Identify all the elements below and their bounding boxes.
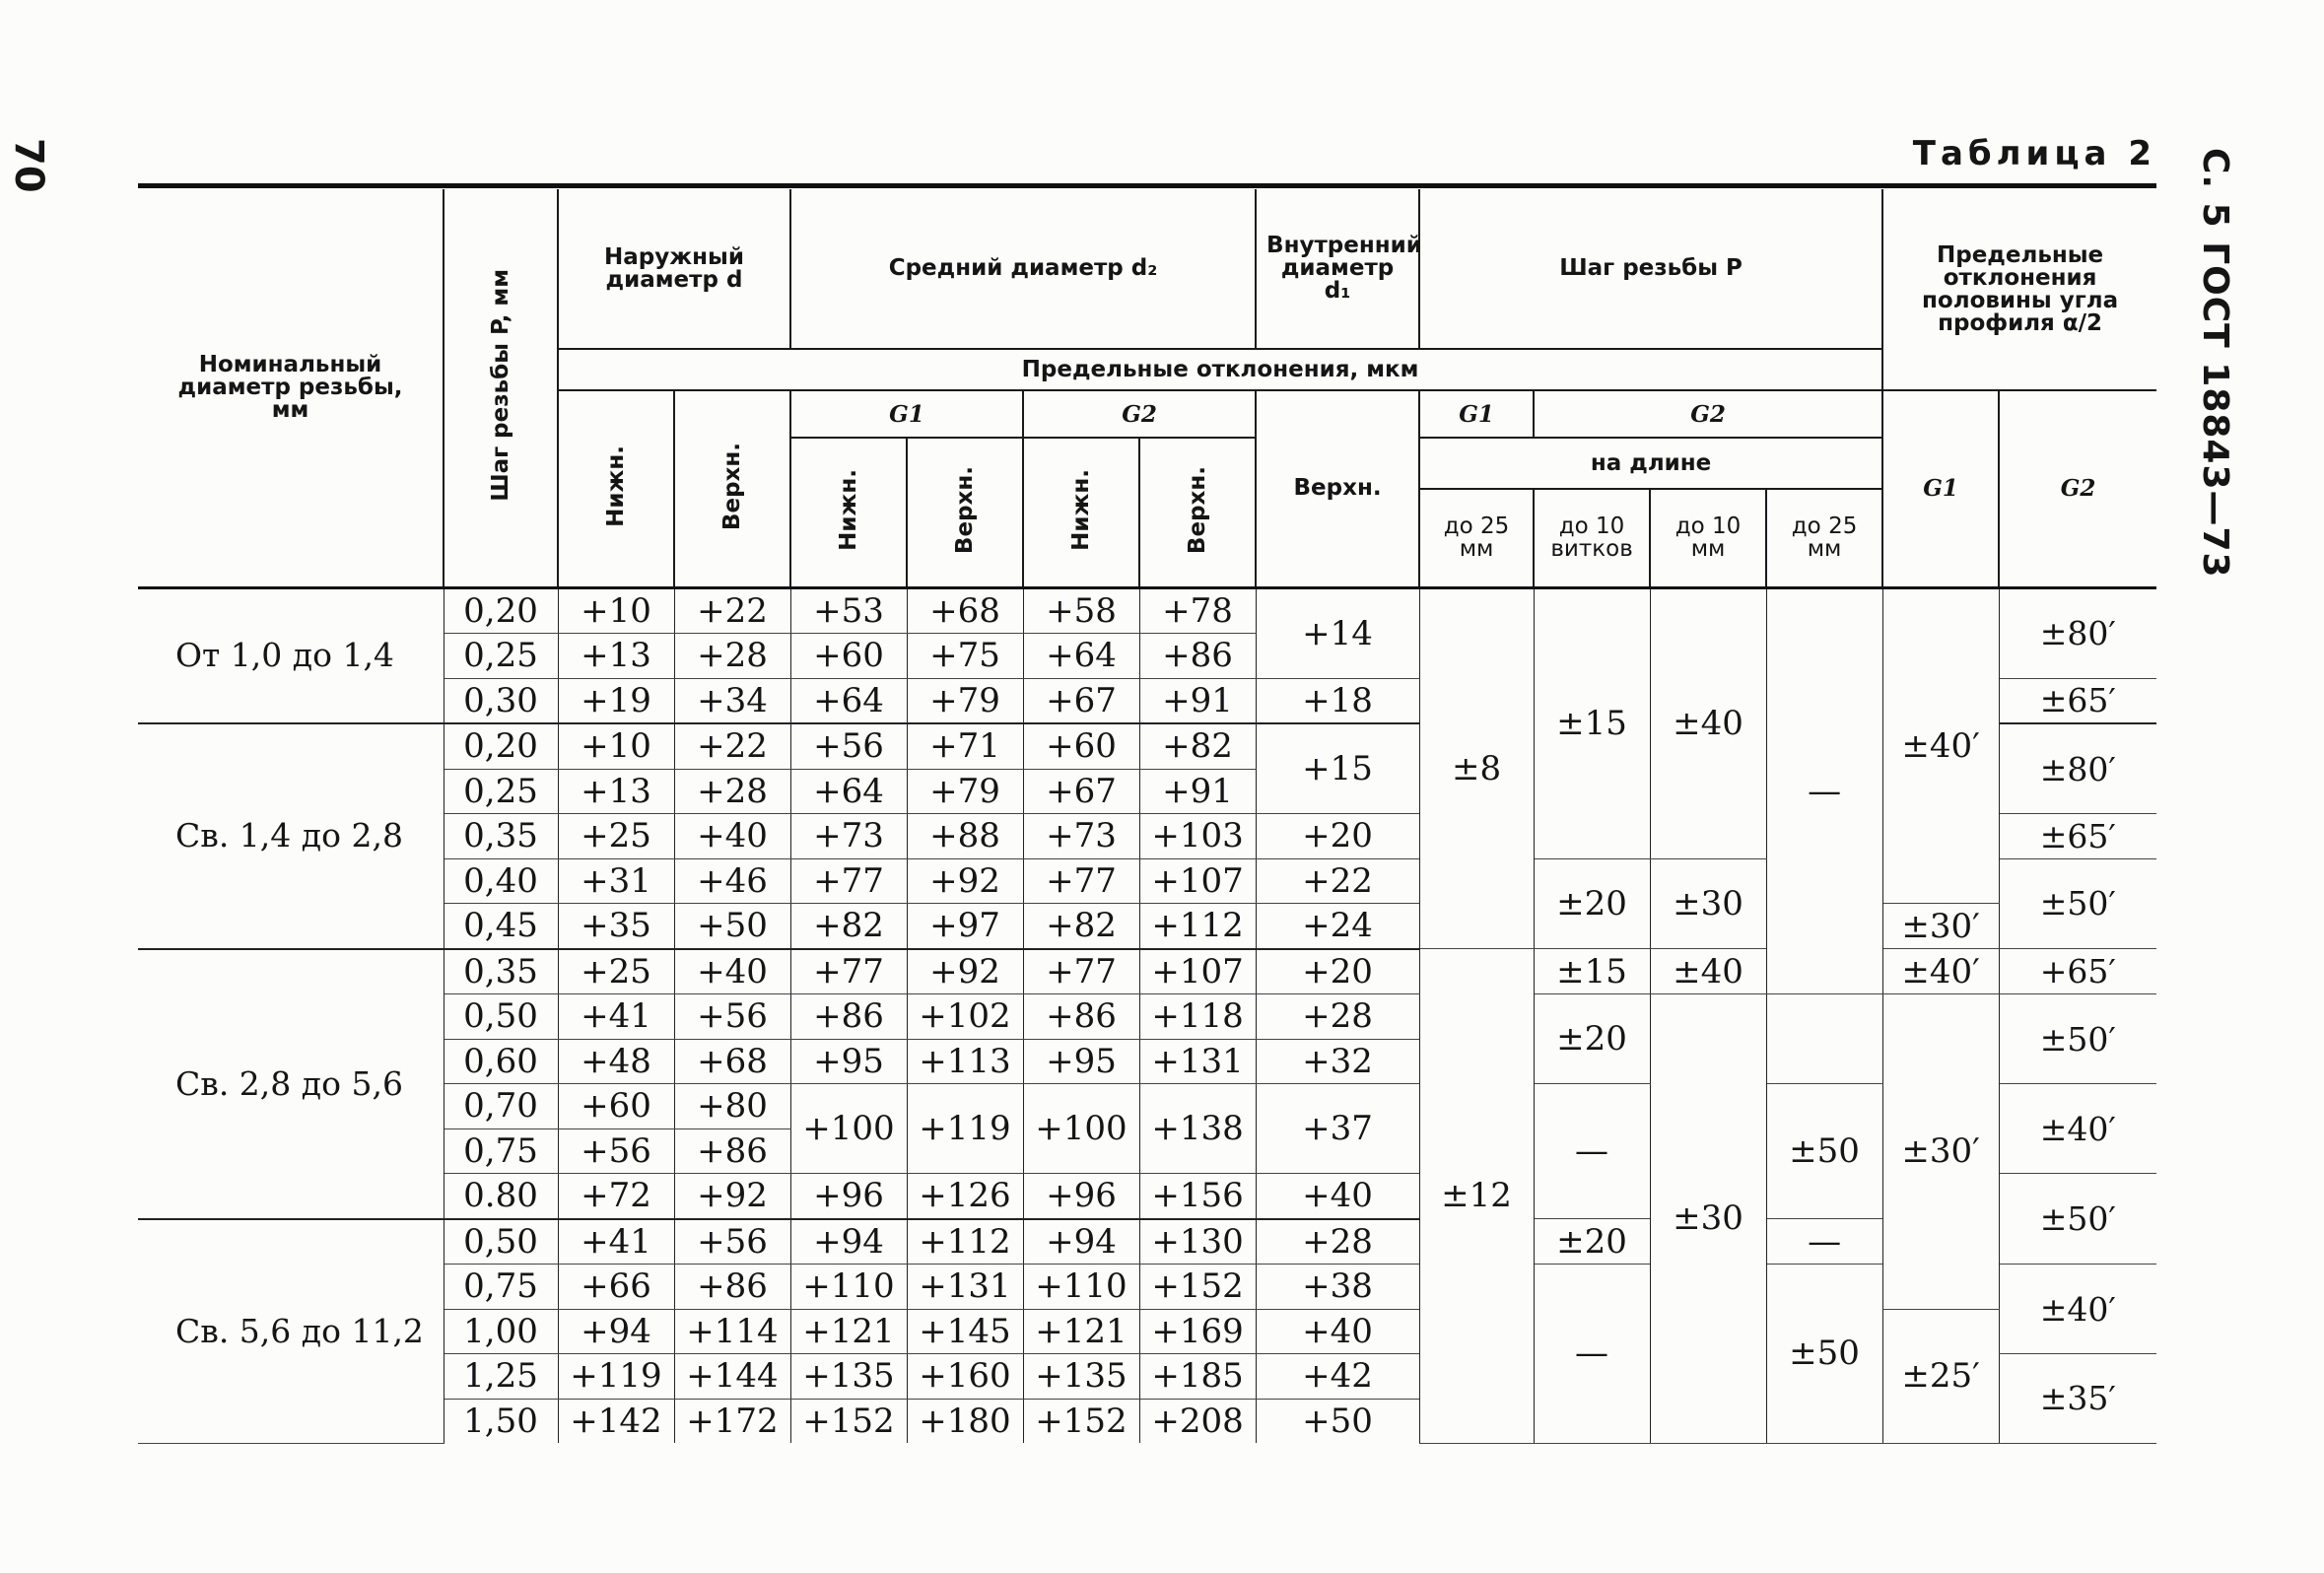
value-cell: +126 (907, 1174, 1023, 1219)
angle-g1-cell: ±30′ (1882, 994, 1999, 1310)
pitch-cell: 0,70 (444, 1084, 558, 1129)
value-cell: +121 (790, 1309, 907, 1354)
pitch-cell: 1,50 (444, 1399, 558, 1443)
value-cell: +94 (790, 1219, 907, 1265)
pitch-cell: 0,50 (444, 1219, 558, 1265)
value-cell: +119 (907, 1084, 1023, 1174)
value-cell: +77 (1023, 858, 1139, 904)
pitch-g2-10t-cell: ±20 (1534, 1219, 1650, 1265)
value-cell: +94 (558, 1309, 674, 1354)
value-cell: +86 (1023, 994, 1139, 1040)
value-cell: +169 (1139, 1309, 1256, 1354)
value-cell: +56 (674, 1219, 790, 1265)
value-cell: +110 (790, 1265, 907, 1310)
value-cell: +107 (1139, 858, 1256, 904)
header-inner-diameter: Внутренний диаметр d₁ (1256, 189, 1419, 349)
inner-cell: +40 (1256, 1174, 1419, 1219)
header-middle-g2: G2 (1023, 390, 1256, 438)
value-cell: +97 (907, 904, 1023, 949)
pitch-cell: 0.80 (444, 1174, 558, 1219)
value-cell: +100 (790, 1084, 907, 1174)
angle-g2-cell: ±40′ (1999, 1084, 2156, 1174)
value-cell: +68 (907, 587, 1023, 634)
value-cell: +82 (790, 904, 907, 949)
value-cell: +72 (558, 1174, 674, 1219)
angle-g1-cell: ±30′ (1882, 904, 1999, 949)
angle-g2-cell: ±65′ (1999, 678, 2156, 723)
pitch-g2-10t-cell: ±15 (1534, 587, 1650, 858)
value-cell: +66 (558, 1265, 674, 1310)
value-cell: +56 (558, 1128, 674, 1174)
value-cell: +86 (790, 994, 907, 1040)
value-cell: +82 (1023, 904, 1139, 949)
angle-g2-cell: ±80′ (1999, 587, 2156, 678)
value-cell: +25 (558, 949, 674, 994)
angle-g2-cell: ±35′ (1999, 1354, 2156, 1444)
inner-cell: +32 (1256, 1039, 1419, 1084)
header-middle-g1: G1 (790, 390, 1023, 438)
value-cell: +40 (674, 949, 790, 994)
value-cell: +152 (1139, 1265, 1256, 1310)
value-cell: +19 (558, 678, 674, 723)
value-cell: +102 (907, 994, 1023, 1040)
value-cell: +73 (1023, 814, 1139, 859)
value-cell: +68 (674, 1039, 790, 1084)
pitch-cell: 0,25 (444, 769, 558, 814)
value-cell: +95 (790, 1039, 907, 1084)
header-up25b: до 25 мм (1766, 489, 1882, 587)
value-cell: +60 (790, 634, 907, 679)
value-cell: +100 (1023, 1084, 1139, 1174)
pitch-cell: 0,30 (444, 678, 558, 723)
inner-cell: +18 (1256, 678, 1419, 723)
value-cell: +56 (674, 994, 790, 1040)
value-cell: +131 (907, 1265, 1023, 1310)
value-cell: +64 (790, 769, 907, 814)
header-nominal-diameter: Номинальный диаметр резьбы, мм (138, 189, 444, 587)
pitch-cell: 0,20 (444, 587, 558, 634)
angle-g2-cell: ±50′ (1999, 858, 2156, 949)
pitch-g2-10mm-cell: ±40 (1650, 587, 1766, 858)
angle-g2-cell: +65′ (1999, 949, 2156, 994)
value-cell: +92 (674, 1174, 790, 1219)
pitch-g2-10t-cell: ±20 (1534, 858, 1650, 949)
value-cell: +28 (674, 769, 790, 814)
pitch-cell: 0,50 (444, 994, 558, 1040)
inner-cell: +37 (1256, 1084, 1419, 1174)
inner-cell: +40 (1256, 1309, 1419, 1354)
header-up25: до 25 мм (1419, 489, 1534, 587)
value-cell: +78 (1139, 587, 1256, 634)
pitch-g2-10mm-cell: ±30 (1650, 994, 1766, 1444)
angle-g1-cell: ±25′ (1882, 1309, 1999, 1443)
value-cell: +77 (790, 858, 907, 904)
header-g2l: Нижн. (1023, 438, 1139, 587)
header-g1u: Верхн. (907, 438, 1023, 587)
angle-g2-cell: ±80′ (1999, 723, 2156, 814)
pitch-g2-10t-cell: ±20 (1534, 994, 1650, 1084)
inner-cell: +28 (1256, 1219, 1419, 1265)
group-1: От 1,0 до 1,4 (138, 587, 444, 723)
value-cell: +64 (1023, 634, 1139, 679)
value-cell: +96 (1023, 1174, 1139, 1219)
angle-g2-cell: ±50′ (1999, 1174, 2156, 1265)
value-cell: +31 (558, 858, 674, 904)
pitch-cell: 0,35 (444, 949, 558, 994)
pitch-cell: 0,75 (444, 1265, 558, 1310)
pitch-cell: 0,20 (444, 723, 558, 769)
value-cell: +95 (1023, 1039, 1139, 1084)
pitch-cell: 0,35 (444, 814, 558, 859)
value-cell: +10 (558, 723, 674, 769)
header-thread-pitch: Шаг резьбы P (1419, 189, 1882, 349)
value-cell: +34 (674, 678, 790, 723)
pitch-cell: 0,25 (444, 634, 558, 679)
value-cell: +185 (1139, 1354, 1256, 1400)
pitch-g2-25-cell: — (1766, 587, 1882, 994)
pitch-g2-25-cell: ±50 (1766, 1265, 1882, 1444)
pitch-g2-25-cell: — (1766, 1219, 1882, 1265)
angle-g2-cell: ±50′ (1999, 994, 2156, 1084)
value-cell: +152 (1023, 1399, 1139, 1443)
value-cell: +152 (790, 1399, 907, 1443)
inner-cell: +20 (1256, 814, 1419, 859)
value-cell: +144 (674, 1354, 790, 1400)
value-cell: +48 (558, 1039, 674, 1084)
inner-cell: +50 (1256, 1399, 1419, 1443)
value-cell: +121 (1023, 1309, 1139, 1354)
header-g1l: Нижн. (790, 438, 907, 587)
pitch-g2-25-cell: ±50 (1766, 1084, 1882, 1219)
value-cell: +79 (907, 678, 1023, 723)
value-cell: +40 (674, 814, 790, 859)
value-cell: +50 (674, 904, 790, 949)
value-cell: +86 (674, 1265, 790, 1310)
value-cell: +145 (907, 1309, 1023, 1354)
header-middle-diameter: Средний диаметр d₂ (790, 189, 1256, 349)
pitch-cell: 1,25 (444, 1354, 558, 1400)
value-cell: +58 (1023, 587, 1139, 634)
value-cell: +92 (907, 858, 1023, 904)
value-cell: +142 (558, 1399, 674, 1443)
angle-g1-cell: ±40′ (1882, 587, 1999, 904)
group-4: Св. 5,6 до 11,2 (138, 1219, 444, 1444)
inner-cell: +14 (1256, 587, 1419, 678)
pitch-cell: 0,45 (444, 904, 558, 949)
tolerance-table (138, 189, 2156, 1444)
value-cell: +107 (1139, 949, 1256, 994)
header-outer-diameter: Наружный диаметр d (558, 189, 790, 349)
header-outer-lower: Нижн. (558, 390, 674, 587)
header-pitch: Шаг резьбы P, мм (444, 189, 558, 587)
value-cell: +138 (1139, 1084, 1256, 1174)
header-outer-upper: Верхн. (674, 390, 790, 587)
pitch-g2-10t-cell: ±15 (1534, 949, 1650, 994)
value-cell: +71 (907, 723, 1023, 769)
value-cell: +113 (907, 1039, 1023, 1084)
value-cell: +112 (907, 1219, 1023, 1265)
inner-cell: +20 (1256, 949, 1419, 994)
inner-cell: +15 (1256, 723, 1419, 814)
value-cell: +64 (790, 678, 907, 723)
value-cell: +77 (790, 949, 907, 994)
inner-cell: +28 (1256, 994, 1419, 1040)
value-cell: +208 (1139, 1399, 1256, 1443)
value-cell: +60 (558, 1084, 674, 1129)
header-up10turns: до 10 витков (1534, 489, 1650, 587)
value-cell: +41 (558, 994, 674, 1040)
value-cell: +35 (558, 904, 674, 949)
standard-label: С. 5 ГОСТ 18843—73 (2195, 148, 2235, 579)
header-angle-g2: G2 (1999, 390, 2156, 587)
header-pitch-g2: G2 (1534, 390, 1882, 438)
header-on-length: на длине (1419, 438, 1882, 489)
inner-cell: +22 (1256, 858, 1419, 904)
group-3: Св. 2,8 до 5,6 (138, 949, 444, 1219)
angle-g2-cell: ±65′ (1999, 814, 2156, 859)
value-cell: +28 (674, 634, 790, 679)
value-cell: +41 (558, 1219, 674, 1265)
value-cell: +103 (1139, 814, 1256, 859)
value-cell: +77 (1023, 949, 1139, 994)
value-cell: +86 (1139, 634, 1256, 679)
value-cell: +73 (790, 814, 907, 859)
value-cell: +114 (674, 1309, 790, 1354)
blank-cell (1766, 994, 1882, 1084)
header-inner-upper: Верхн. (1256, 390, 1419, 587)
value-cell: +91 (1139, 678, 1256, 723)
value-cell: +25 (558, 814, 674, 859)
value-cell: +118 (1139, 994, 1256, 1040)
header-half-angle: Предельные отклонения половины угла профиля α/2 (1882, 189, 2156, 390)
value-cell: +92 (907, 949, 1023, 994)
value-cell: +67 (1023, 678, 1139, 723)
value-cell: +119 (558, 1354, 674, 1400)
header-pitch-g1: G1 (1419, 390, 1534, 438)
pitch-cell: 0,75 (444, 1128, 558, 1174)
page-number: 70 (6, 138, 51, 193)
value-cell: +60 (1023, 723, 1139, 769)
pitch-g2-10t-cell: — (1534, 1084, 1650, 1219)
top-rule (138, 183, 2156, 188)
pitch-cell: 1,00 (444, 1309, 558, 1354)
value-cell: +46 (674, 858, 790, 904)
header-g2u: Верхн. (1139, 438, 1256, 587)
value-cell: +131 (1139, 1039, 1256, 1084)
value-cell: +56 (790, 723, 907, 769)
angle-g2-cell: ±40′ (1999, 1265, 2156, 1354)
pitch-cell: 0,60 (444, 1039, 558, 1084)
value-cell: +22 (674, 723, 790, 769)
value-cell: +13 (558, 769, 674, 814)
value-cell: +67 (1023, 769, 1139, 814)
header-angle-g1: G1 (1882, 390, 1999, 587)
value-cell: +156 (1139, 1174, 1256, 1219)
value-cell: +13 (558, 634, 674, 679)
pitch-g2-10t-cell: — (1534, 1265, 1650, 1444)
pitch-g1-cell: ±12 (1419, 949, 1534, 1444)
value-cell: +80 (674, 1084, 790, 1129)
value-cell: +110 (1023, 1265, 1139, 1310)
value-cell: +130 (1139, 1219, 1256, 1265)
inner-cell: +24 (1256, 904, 1419, 949)
value-cell: +96 (790, 1174, 907, 1219)
table-caption: Таблица 2 (1912, 134, 2156, 173)
pitch-g2-10mm-cell: ±40 (1650, 949, 1766, 994)
value-cell: +53 (790, 587, 907, 634)
value-cell: +112 (1139, 904, 1256, 949)
value-cell: +135 (1023, 1354, 1139, 1400)
inner-cell: +42 (1256, 1354, 1419, 1400)
pitch-cell: 0,40 (444, 858, 558, 904)
value-cell: +88 (907, 814, 1023, 859)
value-cell: +10 (558, 587, 674, 634)
pitch-g1-cell: ±8 (1419, 587, 1534, 949)
inner-cell: +38 (1256, 1265, 1419, 1310)
value-cell: +180 (907, 1399, 1023, 1443)
value-cell: +79 (907, 769, 1023, 814)
value-cell: +135 (790, 1354, 907, 1400)
header-up10mm: до 10 мм (1650, 489, 1766, 587)
value-cell: +22 (674, 587, 790, 634)
value-cell: +82 (1139, 723, 1256, 769)
value-cell: +172 (674, 1399, 790, 1443)
header-limits: Предельные отклонения, мкм (558, 349, 1882, 390)
pitch-g2-10mm-cell: ±30 (1650, 858, 1766, 949)
value-cell: +86 (674, 1128, 790, 1174)
value-cell: +91 (1139, 769, 1256, 814)
angle-g1-cell: ±40′ (1882, 949, 1999, 994)
value-cell: +160 (907, 1354, 1023, 1400)
group-2: Св. 1,4 до 2,8 (138, 723, 444, 949)
value-cell: +94 (1023, 1219, 1139, 1265)
value-cell: +75 (907, 634, 1023, 679)
